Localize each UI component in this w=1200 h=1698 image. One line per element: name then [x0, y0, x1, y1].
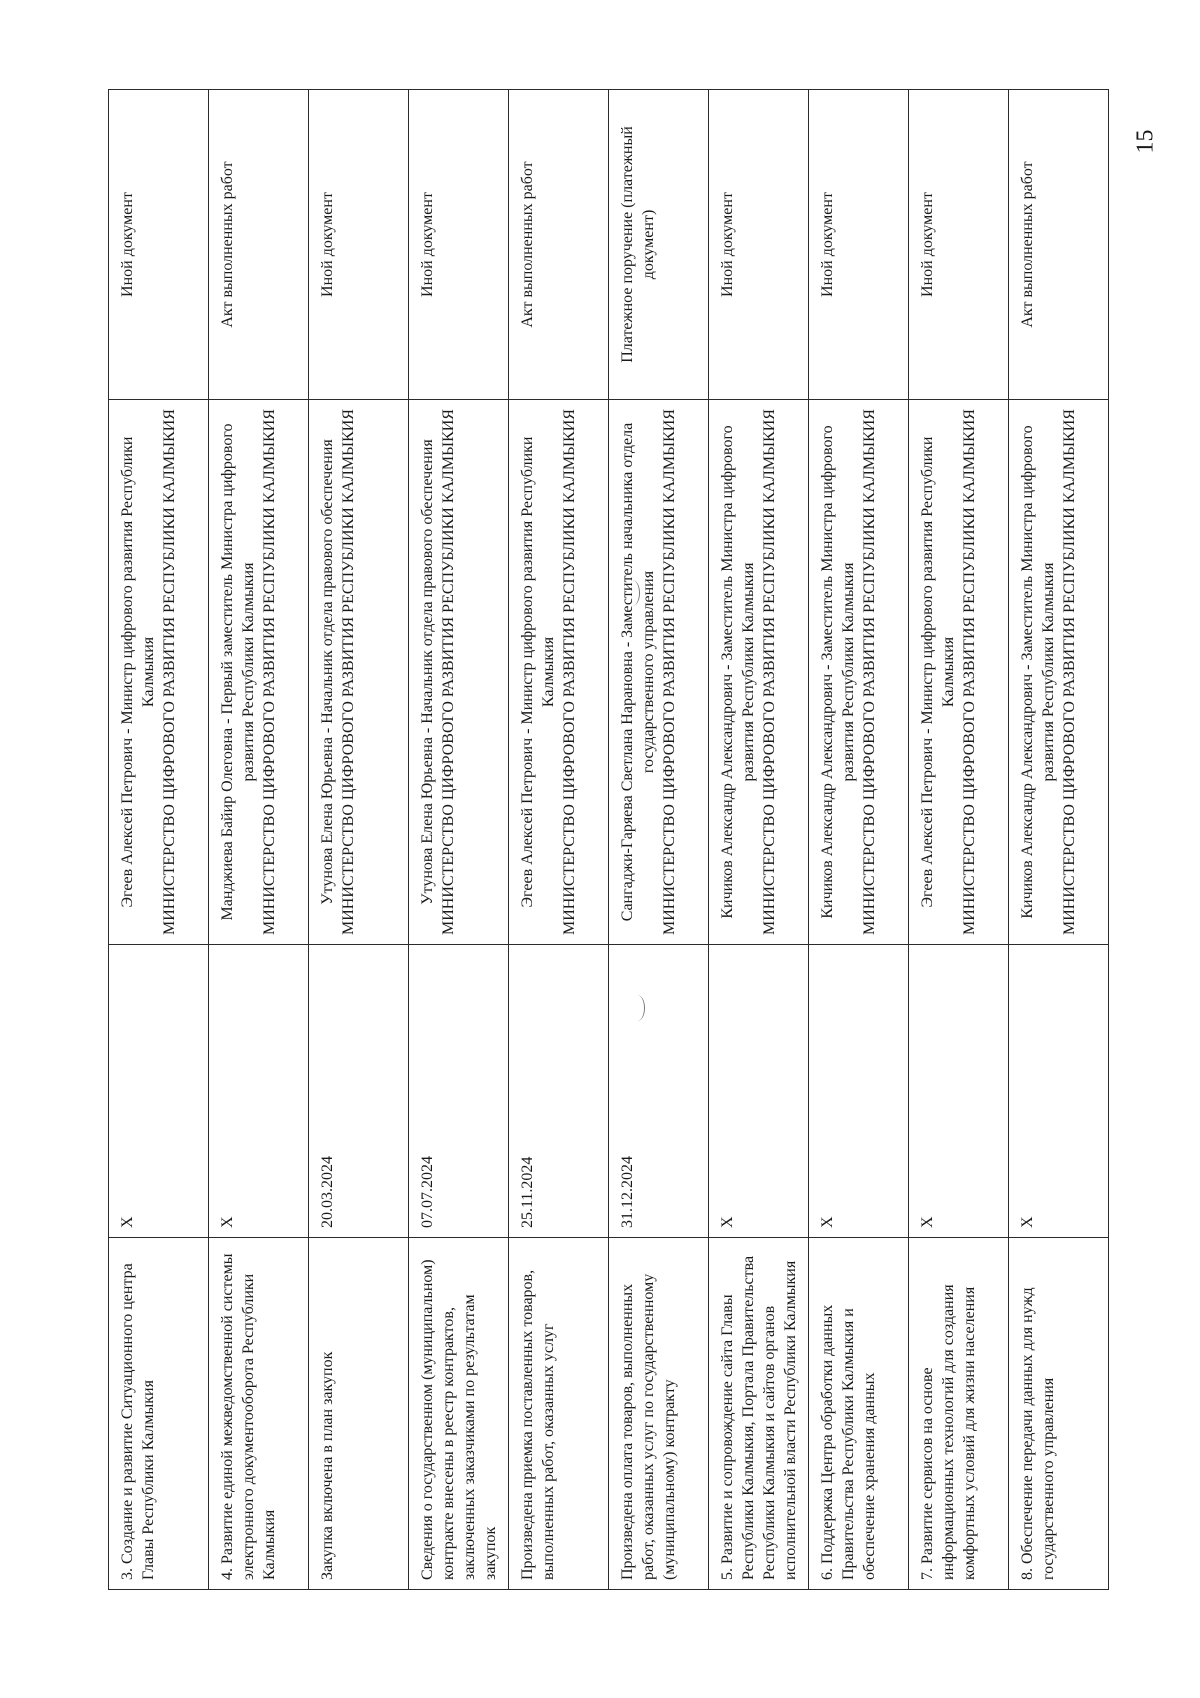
table-row: [609, 90, 709, 1590]
date-text: 07.07.2024: [419, 1156, 436, 1228]
executor-cell: [509, 400, 609, 945]
event-text: 7. Развитие сервисов на основе информационных технологий для создания комфортных условий для жизни населения: [919, 1284, 979, 1580]
executor-person: Эгеев Алексей Петрович - Министр цифрового развития Республики Калмыкия: [919, 436, 958, 908]
plan-table-body: [109, 90, 1109, 1590]
event-text: Произведена приемка поставленных товаров, выполненных работ, оказанных услуг: [519, 1269, 558, 1580]
executor-person: Манджиева Байир Олеговна - Первый заместитель Министра цифрового развития Республики Калмыкия: [219, 423, 258, 921]
document-cell: [109, 90, 209, 400]
executor-org: МИНИСТЕРСТВО ЦИФРОВОГО РАЗВИТИЯ РЕСПУБЛИКИ КАЛМЫКИЯ: [1061, 409, 1079, 935]
event-text: 3. Создание и развитие Ситуационного центра Главы Республики Калмыкия: [119, 1263, 158, 1580]
document-cell: [409, 90, 509, 400]
document-text: Иной документ: [119, 192, 136, 297]
date-cell: [609, 945, 709, 1238]
executor-cell: [1009, 400, 1109, 945]
executor-person: Кичиков Александр Александрович - Заместитель Министра цифрового развития Республики Калмыкия: [1019, 425, 1058, 919]
executor-person: Эгеев Алексей Петрович - Министр цифрового развития Республики Калмыкия: [119, 436, 158, 908]
executor-person: Сангаджи-Гаряева Светлана Нарановна - Заместитель начальника отдела государственного управления: [619, 422, 658, 922]
executor-org: МИНИСТЕРСТВО ЦИФРОВОГО РАЗВИТИЯ РЕСПУБЛИКИ КАЛМЫКИЯ: [661, 409, 679, 935]
date-text: 25.11.2024: [519, 1156, 536, 1228]
table-row: [109, 90, 209, 1590]
document-text: Иной документ: [319, 192, 336, 297]
executor-cell: [409, 400, 509, 945]
document-cell: [509, 90, 609, 400]
scan-mark: [630, 995, 645, 1021]
table-row: [309, 90, 409, 1590]
table-row: [709, 90, 809, 1590]
event-text: Сведения о государственном (муниципальном) контракте внесены в реестр контрактов, заключенных заказчиками по результатам закупок: [419, 1259, 500, 1580]
document-text: Иной документ: [419, 192, 436, 297]
document-text: Иной документ: [919, 192, 936, 297]
event-cell: [309, 1238, 409, 1590]
document-text: Платежное поручение (платежный документ): [619, 126, 658, 363]
date-text: X: [119, 1216, 136, 1228]
document-cell: [209, 90, 309, 400]
event-text: 5. Развитие и сопровождение сайта Главы Республики Калмыкия, Портала Правительства Республики Калмыкия и сайтов органов исполнительной власти Республики Калмыкия: [719, 1255, 800, 1580]
document-text: Акт выполненных работ: [219, 161, 236, 328]
event-cell: [1009, 1238, 1109, 1590]
date-cell: [109, 945, 209, 1238]
document-text: Акт выполненных работ: [519, 161, 536, 328]
date-text: X: [919, 1216, 936, 1228]
event-text: 6. Поддержка Центра обработки данных Правительства Республики Калмыкия и обеспечение хранения данных: [819, 1304, 879, 1580]
executor-cell: [209, 400, 309, 945]
executor-org: МИНИСТЕРСТВО ЦИФРОВОГО РАЗВИТИЯ РЕСПУБЛИКИ КАЛМЫКИЯ: [161, 409, 179, 935]
executor-org: МИНИСТЕРСТВО ЦИФРОВОГО РАЗВИТИЯ РЕСПУБЛИКИ КАЛМЫКИЯ: [861, 409, 879, 935]
executor-cell: [109, 400, 209, 945]
date-text: X: [819, 1216, 836, 1228]
table-row: [1009, 90, 1109, 1590]
date-cell: [909, 945, 1009, 1238]
event-cell: [609, 1238, 709, 1590]
event-cell: [809, 1238, 909, 1590]
table-row: [509, 90, 609, 1590]
date-cell: [209, 945, 309, 1238]
event-cell: [109, 1238, 209, 1590]
date-text: X: [1019, 1216, 1036, 1228]
event-text: 8. Обеспечение передачи данных для нужд государственного управления: [1019, 1287, 1058, 1580]
date-text: X: [719, 1216, 736, 1228]
event-cell: [709, 1238, 809, 1590]
table-row: [209, 90, 309, 1590]
executor-person: Кичиков Александр Александрович - Заместитель Министра цифрового развития Республики Калмыкия: [819, 425, 858, 919]
date-cell: [509, 945, 609, 1238]
executor-cell: [909, 400, 1009, 945]
event-cell: [509, 1238, 609, 1590]
executor-org: МИНИСТЕРСТВО ЦИФРОВОГО РАЗВИТИЯ РЕСПУБЛИКИ КАЛМЫКИЯ: [261, 409, 279, 935]
executor-org: МИНИСТЕРСТВО ЦИФРОВОГО РАЗВИТИЯ РЕСПУБЛИКИ КАЛМЫКИЯ: [961, 409, 979, 935]
executor-cell: [709, 400, 809, 945]
document-cell: [309, 90, 409, 400]
date-cell: [409, 945, 509, 1238]
executor-cell: [609, 400, 709, 945]
event-cell: [909, 1238, 1009, 1590]
table-row: [809, 90, 909, 1590]
executor-cell: [309, 400, 409, 945]
executor-person: Кичиков Александр Александрович - Заместитель Министра цифрового развития Республики Калмыкия: [719, 425, 758, 919]
executor-org: МИНИСТЕРСТВО ЦИФРОВОГО РАЗВИТИЯ РЕСПУБЛИКИ КАЛМЫКИЯ: [440, 409, 458, 935]
executor-person: Эгеев Алексей Петрович - Министр цифрового развития Республики Калмыкия: [519, 436, 558, 908]
table-row: [909, 90, 1009, 1590]
date-cell: [309, 945, 409, 1238]
document-text: Акт выполненных работ: [1019, 161, 1036, 328]
page-number: 15: [1132, 129, 1159, 154]
event-text: Закупка включена в план закупок: [319, 1351, 336, 1580]
document-cell: [809, 90, 909, 400]
executor-org: МИНИСТЕРСТВО ЦИФРОВОГО РАЗВИТИЯ РЕСПУБЛИКИ КАЛМЫКИЯ: [761, 409, 779, 935]
event-text: Произведена оплата товаров, выполненных работ, оказанных услуг по государственному (муниципальному) контракту: [619, 1273, 679, 1580]
plan-table: [108, 89, 1109, 1590]
event-cell: [409, 1238, 509, 1590]
date-text: 20.03.2024: [319, 1156, 336, 1228]
date-cell: [809, 945, 909, 1238]
document-text: Иной документ: [719, 192, 736, 297]
date-text: X: [219, 1216, 236, 1228]
rotated-table-container: [108, 90, 1108, 1590]
executor-cell: [809, 400, 909, 945]
document-cell: [609, 90, 709, 400]
event-text: 4. Развитие единой межведомственной системы электронного документооборота Республики Калмыкия: [219, 1253, 279, 1580]
document-cell: [1009, 90, 1109, 400]
date-cell: [1009, 945, 1109, 1238]
document-text: Иной документ: [819, 192, 836, 297]
scan-mark: [625, 580, 640, 606]
executor-org: МИНИСТЕРСТВО ЦИФРОВОГО РАЗВИТИЯ РЕСПУБЛИКИ КАЛМЫКИЯ: [561, 409, 579, 935]
executor-org: МИНИСТЕРСТВО ЦИФРОВОГО РАЗВИТИЯ РЕСПУБЛИКИ КАЛМЫКИЯ: [340, 409, 358, 935]
date-cell: [709, 945, 809, 1238]
document-cell: [909, 90, 1009, 400]
date-text: 31.12.2024: [619, 1156, 636, 1228]
event-cell: [209, 1238, 309, 1590]
executor-person: Утунова Елена Юрьевна - Начальник отдела правового обеспечения: [419, 439, 436, 905]
table-row: [409, 90, 509, 1590]
executor-person: Утунова Елена Юрьевна - Начальник отдела правового обеспечения: [319, 439, 336, 905]
document-cell: [709, 90, 809, 400]
